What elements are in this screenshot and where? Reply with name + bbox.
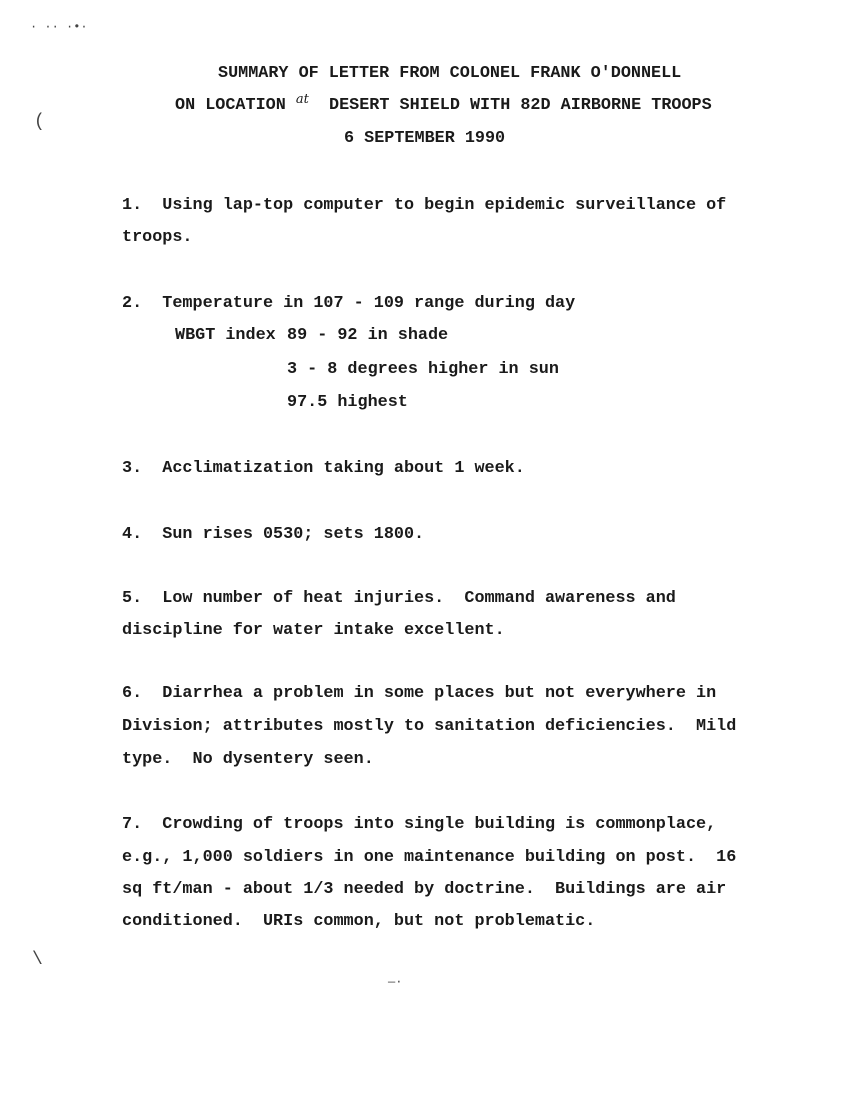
wbgt-value: 89 - 92 in shade [287,326,449,345]
scan-mark: \ [32,950,43,970]
location-line [175,92,712,116]
wbgt-label: WBGT index [175,326,276,345]
item-text: 6. Diarrhea a problem in some places but not everywhere in [122,684,717,703]
wbgt-value: 3 - 8 degrees higher in sun [287,360,559,379]
scan-artifact: · ·· ·•· [30,20,88,34]
scan-artifact: —· [388,975,403,989]
item-text: sq ft/man - about 1/3 needed by doctrine. Buildings are air [122,880,727,899]
item-text: 5. Low number of heat injuries. Command awareness and [122,589,676,608]
location-text: DESERT SHIELD WITH 82D AIRBORNE TROOPS [329,96,712,115]
location-prefix: ON LOCATION [175,96,286,115]
wbgt-value: 97.5 highest [287,393,408,412]
item-text: 7. Crowding of troops into single building is commonplace, [122,815,717,834]
document-date: 6 SEPTEMBER 1990 [344,129,506,148]
handwritten-annotation: at [295,92,309,107]
item-text: type. No dysentery seen. [122,750,374,769]
item-text: 1. Using lap-top computer to begin epidemic surveillance of [122,196,727,215]
item-text: Division; attributes mostly to sanitation deficiencies. Mild [122,717,737,736]
item-text: discipline for water intake excellent. [122,621,505,640]
document-title: SUMMARY OF LETTER FROM COLONEL FRANK O'DONNELL [218,64,682,83]
scan-mark: ( [34,112,45,132]
item-4: 4. Sun rises 0530; sets 1800. [122,525,425,544]
item-text: conditioned. URIs common, but not problematic. [122,912,596,931]
item-text: 2. Temperature in 107 - 109 range during day [122,294,576,313]
item-3: 3. Acclimatization taking about 1 week. [122,459,525,478]
item-text: e.g., 1,000 soldiers in one maintenance building on post. 16 [122,848,737,867]
item-text: troops. [122,228,193,247]
